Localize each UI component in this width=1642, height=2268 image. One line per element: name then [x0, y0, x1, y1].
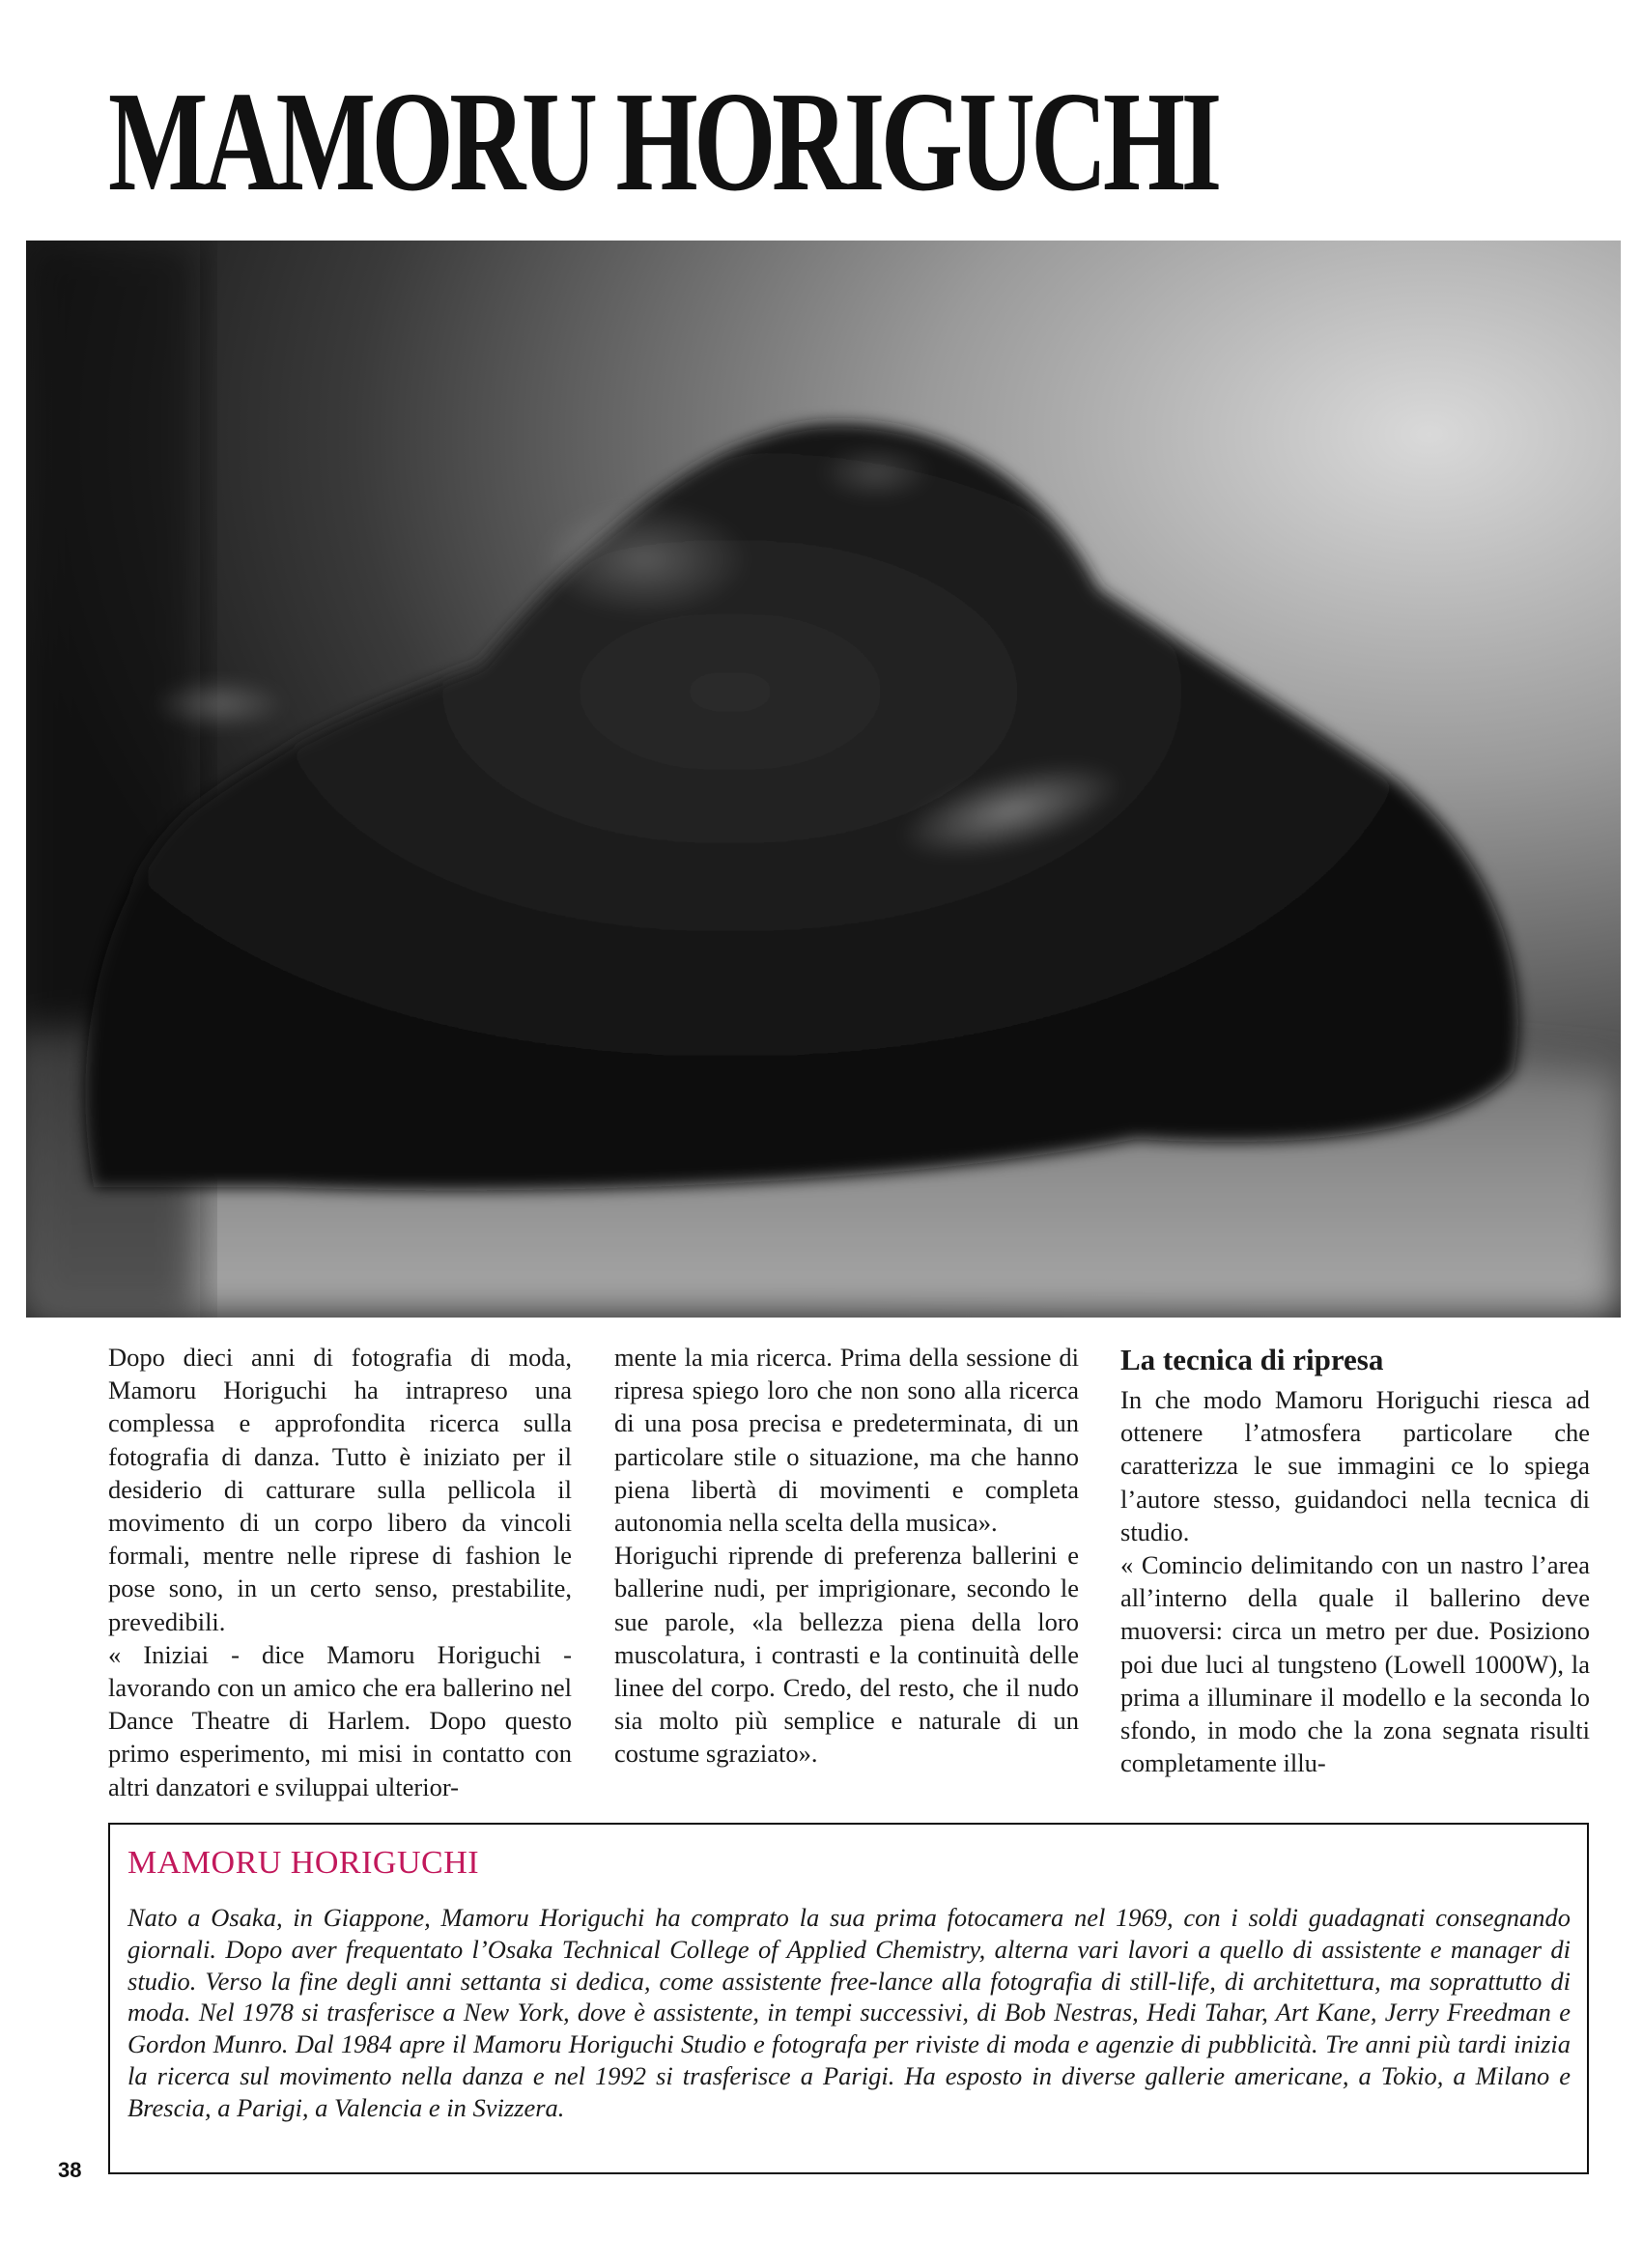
page-title: MAMORU HORIGUCHI	[108, 63, 1218, 221]
article-paragraph: « Comincio delimitando con un nastro l’area all’interno della quale il ballerino deve muoversi: circa un metro per due. Posiziono poi due luci al tungsteno (Lowell 1000W), la prima a illuminare il modello e la seconda lo sfondo, in modo che la zona segnata risulti completamente illu-	[1120, 1550, 1590, 1778]
article-paragraph: Horiguchi riprende di preferenza ballerini e ballerine nudi, per imprigionare, secondo le sue parole, «la bellezza piena della loro muscolatura, i contrasti e la continuità delle linee del corpo. Credo, del resto, che il nudo sia molto più semplice e naturale di un costume sgraziato».	[614, 1541, 1079, 1769]
bio-box	[108, 1823, 1589, 2174]
section-heading: La tecnica di ripresa	[1120, 1343, 1384, 1376]
article-column-2	[614, 1341, 1079, 1771]
bio-title: MAMORU HORIGUCHI	[127, 1845, 480, 1881]
article-paragraph: In che modo Mamoru Horiguchi riesca ad ottenere l’atmosfera particolare che caratterizza le sue immagini ce lo spiega l’autore stesso, guidandoci nella tecnica di studio.	[1120, 1385, 1590, 1546]
article-column-3	[1120, 1341, 1590, 1779]
article-column-1	[108, 1341, 572, 1803]
page-number: 38	[58, 2158, 82, 2182]
article-paragraph: mente la mia ricerca. Prima della sessione di ripresa spiego loro che non sono alla ricerca di una posa precisa e predeterminata, di un particolare stile o situazione, ma che hanno piena libertà di movimenti e completa autonomia nella scelta della musica».	[614, 1343, 1079, 1538]
dancer-photo	[26, 241, 1621, 1318]
dancer-photo-image	[26, 241, 1621, 1318]
bio-text: Nato a Osaka, in Giappone, Mamoru Horiguchi ha comprato la sua prima fotocamera nel 1969, con i soldi guadagnati consegnando giornali. Dopo aver frequentato l’Osaka Technical College of Applied Chemistry, alterna vari lavori a quello di assistente e manager di studio. Verso la fine degli anni settanta si dedica, come assistente free-lance alla fotografia di still-life, di architettura, ma soprattutto di moda. Nel 1978 si trasferisce a New York, dove è assistente, in tempi successivi, di Bob Nestras, Hedi Tahar, Art Kane, Jerry Freedman e Gordon Munro. Dal 1984 apre il Mamoru Horiguchi Studio e fotografa per riviste di moda e agenzie di pubblicità. Tre anni più tardi inizia la ricerca sul movimento nella danza e nel 1992 si trasferisce a Parigi. Ha esposto in diverse gallerie americane, a Tokio, a Milano e Brescia, a Parigi, a Valencia e in Svizzera.	[127, 1903, 1571, 2122]
article-paragraph: « Iniziai - dice Mamoru Horiguchi - lavorando con un amico che era ballerino nel Dance Theatre di Harlem. Dopo questo primo esperimento, mi misi in contatto con altri danzatori e sviluppai ulterior-	[108, 1639, 572, 1801]
article-paragraph: Dopo dieci anni di fotografia di moda, Mamoru Horiguchi ha intrapreso una complessa e approfondita ricerca sulla fotografia di danza. Tutto è iniziato per il desiderio di catturare sulla pellicola il movimento di un corpo libero da vincoli formali, mentre nelle riprese di fashion le pose sono, in un certo senso, prestabilite, prevedibili.	[108, 1343, 572, 1636]
